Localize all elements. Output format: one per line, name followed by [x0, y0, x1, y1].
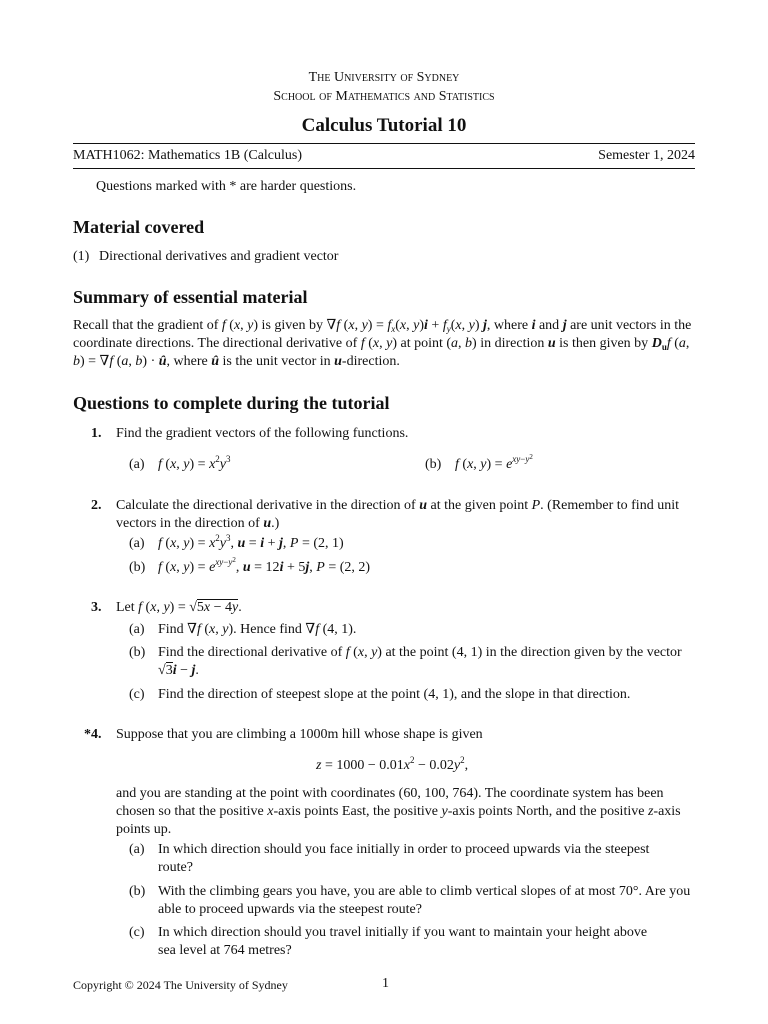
q1b-formula: f (x, $y) = e^{xy-y^2}$ — [455, 453, 533, 472]
material-heading: Material covered — [73, 217, 205, 237]
q4a-text-line2: route? — [158, 860, 193, 875]
q4b-label: (b) — [129, 884, 146, 899]
q3b-text: Find the directional derivative of f (x, y) at the point (4, 1) in the direction given by the vector √3i − j. — [158, 645, 682, 678]
q2a-label: (a) — [129, 536, 145, 551]
q3a-text: Find ∇f (x, y). Hence find ∇f (4, 1). — [158, 622, 357, 637]
q3-number: 3. — [91, 600, 102, 615]
university-name: The University of Sydney — [308, 70, 460, 85]
q2-text: Calculate the directional derivative in the direction of u at the given point P. (Remember to find unit vectors in the direction of u.) — [116, 498, 679, 531]
q1a-label: (a) — [129, 457, 145, 472]
q1-number: 1. — [91, 426, 102, 441]
q4-context: and you are standing at the point with coordinates (60, 100, 764). The coordinate system has been chosen so that the positive x-axis points East, the positive y-axis points North, and the positive z-axis points up. — [116, 786, 681, 837]
q2b-label: (b) — [129, 560, 146, 575]
material-item-number: (1) — [73, 249, 90, 264]
page-number: 1 — [382, 976, 389, 991]
material-item-text: Directional derivatives and gradient vector — [99, 249, 339, 264]
q3b-label: (b) — [129, 645, 146, 660]
q4b-text: With the climbing gears you have, you are able to climb vertical slopes of at most 70°. Are you able to proceed upwards via the steepest route? — [158, 884, 691, 917]
q3c-text: Find the direction of steepest slope at the point (4, 1), and the slope in that direction. — [158, 687, 631, 702]
q4c-text-line1: In which direction should you travel initially if you want to maintain your height above — [158, 925, 648, 940]
q4a-text-line1: In which direction should you face initially in order to proceed upwards via the steepest — [158, 842, 650, 857]
summary-paragraph: Recall that the gradient of f (x, y) is given by ∇f (x, $y) = f_x(x$, $y)i + f_y(x$, y) j, where i and j are unit vectors in the coordinate directions. The directional derivative of f (x, y) at point (a, b) in direction u is then given by $D_uf$ (a, b) = ∇f (a, b) · û, where û is the unit vector in u-direction. — [73, 318, 692, 369]
q4c-text-line2: sea level at 764 metres? — [158, 943, 292, 958]
q4-text: Suppose that you are climbing a 1000m hill whose shape is given — [116, 727, 483, 742]
q3-text: Let f (x, y) = √5x − 4y. — [116, 600, 242, 615]
q2b-formula: f (x, $y) = e^{xy-y^2}$, u = 12i + 5j, P = (2, 2) — [158, 556, 371, 575]
q4-equation: $z = 1000 - 0.01x^2 - 0.02y^2$, — [316, 755, 469, 773]
q4c-label: (c) — [129, 925, 145, 940]
page-title: Calculus Tutorial 10 — [301, 115, 467, 136]
header-rule-top — [73, 143, 695, 144]
q2a-formula: f (x, $y) = x^2y^3$, u = i + j, P = (2, 1) — [158, 533, 344, 551]
footer-copyright: Copyright © 2024 The University of Sydney — [73, 978, 288, 992]
questions-heading: Questions to complete during the tutorial — [73, 393, 390, 413]
intro-note: Questions marked with * are harder questions. — [96, 179, 357, 194]
q4-number: *4. — [84, 727, 102, 742]
q2-number: 2. — [91, 498, 102, 513]
header-rule-bottom — [73, 168, 695, 169]
semester: Semester 1, 2024 — [598, 148, 695, 163]
q1b-label: (b) — [425, 457, 442, 472]
summary-heading: Summary of essential material — [73, 287, 308, 307]
q1-text: Find the gradient vectors of the following functions. — [116, 426, 409, 441]
q3c-label: (c) — [129, 687, 145, 702]
q3a-label: (a) — [129, 622, 145, 637]
q4a-label: (a) — [129, 842, 145, 857]
q1a-formula: f (x, $y) = x^2y^3$ — [158, 454, 231, 472]
school-name: School of Mathematics and Statistics — [273, 89, 495, 104]
course-code: MATH1062: Mathematics 1B (Calculus) — [73, 148, 303, 163]
